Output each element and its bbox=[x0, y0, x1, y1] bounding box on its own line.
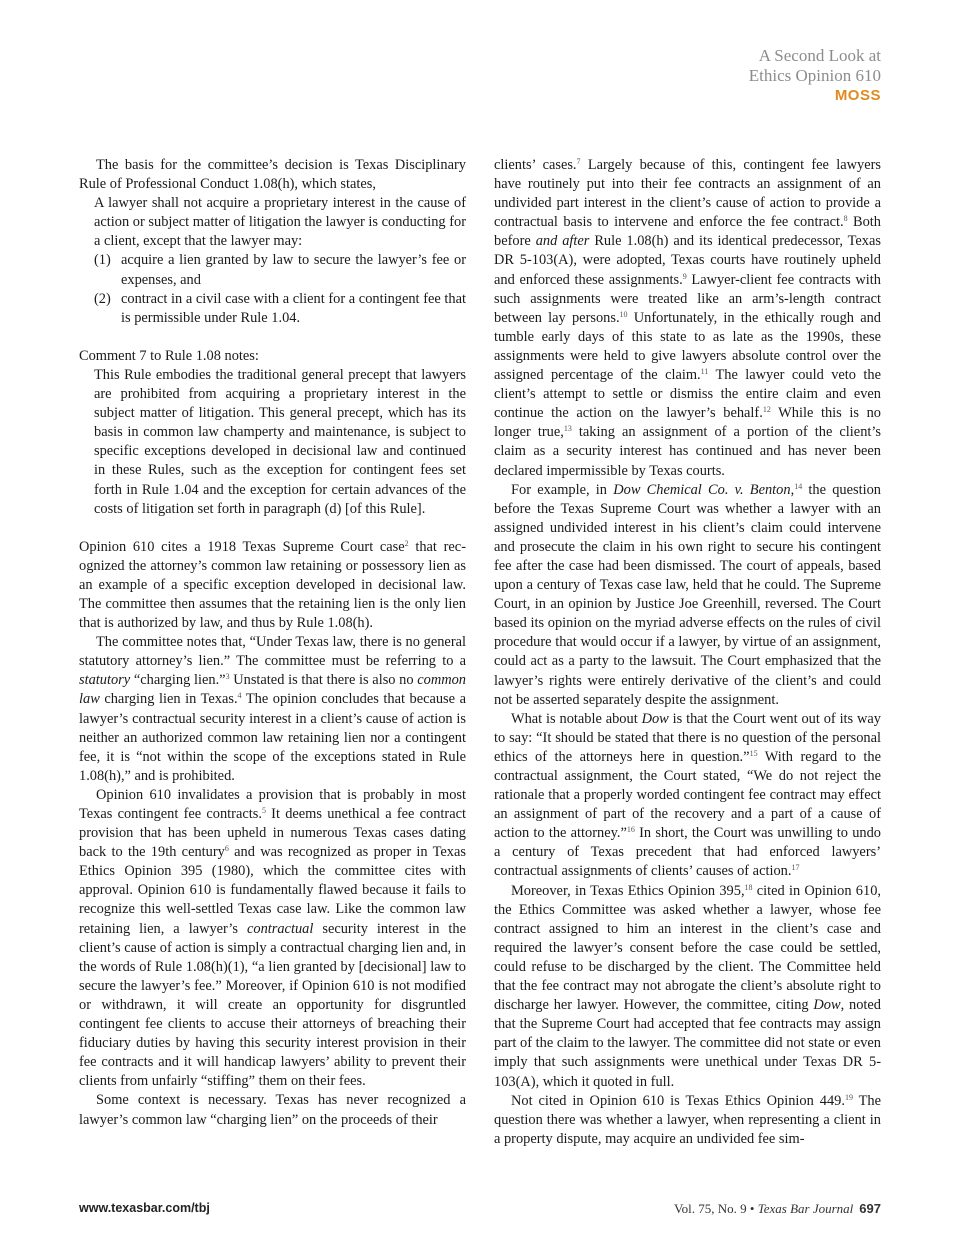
footnote-ref: 15 bbox=[749, 748, 758, 758]
footnote-ref: 14 bbox=[794, 481, 803, 491]
footnote-ref: 9 bbox=[682, 271, 687, 281]
page-number: 697 bbox=[859, 1201, 881, 1216]
comment-quote-text: This Rule embodies the traditional general precept that lawyers are prohibited from acquiring a proprietary interest in the subject matter of litigation. This general precept, which has its basis in common law champerty and maintenance, is subject to specific exceptions developed in decisional law and continued in these Rules, such as the exception for contingent fees set forth in Rule 1.04 and the exception for certain advances of the costs of litigation set forth in paragraph (d) [of this Rule]. bbox=[94, 366, 466, 517]
footnote-ref: 5 bbox=[261, 806, 266, 815]
paragraph-continued: clients’ cases.$^7$ Largely because of this, contingent fee lawyers have routinely put into their fee contracts an assignment of an undivided part interest in the client’s cause of action to provide a contractual basis to intervene and enforce the fee contract.$^8$ Both before and after Rule 1.08(h) and its identical predecessor, Texas DR 5-103(A), were adopted, Texas courts have routinely upheld and enforced these assignments.$^9$ Lawyer-client fee contracts with such assignments were treated like an arm’s-length contract between lay persons.$^{10}$ Unfortunately, in the ethically rough and tumble early days of this state to as late as the 1990s, these assignments were held to give lawyers absolute control over the assigned percentage of the claim.$^{11}$ The lawyer could veto the client’s attempt to settle or dismiss the entire claim and even continue the action on the lawyer’s behalf.$^{12}$ While this is no longer true,$^{13}$ taking an assignment of a portion of the client’s claim as a security interest has continued and has never been declared impermissible by Texas courts. bbox=[494, 157, 881, 479]
rule-item-number: (1) bbox=[94, 252, 111, 269]
footnote-ref: 3 bbox=[225, 672, 230, 682]
footnote-ref: 19 bbox=[844, 1092, 853, 1102]
header-author: MOSS bbox=[834, 87, 881, 104]
footnote-ref: 4 bbox=[237, 691, 242, 701]
rule-item-text: acquire a lien granted by law to secure the lawyer’s fee or expenses, and bbox=[121, 252, 466, 288]
paragraph-invalidates: Opinion 610 invalidates a provision that is probably in most Texas contingent fee contracts.$^5$ It deems unethical a fee contract provision that has been upheld in numerous Texas cases dating back to the 19th century$^6$ and was recognized as proper in Texas Ethics Opinion 395 (1980), which the committee cites with approval. Opinion 610 is fundamentally flawed because it fails to recognize this well-settled Texas case law. Like the common law retaining lien, a lawyer’s contractual security interest in the client’s cause of action is simply a contractual charging lien and, in the words of Rule 1.08(h)(1), “a lien granted by [decisional] law to secure the lawyer’s fee.” Moreover, if Opinion 610 is not modified or withdrawn, it will create an opportunity for disgruntled contingent fee clients to accuse their attorneys of breaching their fiduciary duties by having this security interest provision in their fee contracts and it will handicap lawyers’ ability to prevent their clients from unfairly “stiffing” them on their fees. bbox=[79, 786, 467, 1090]
paragraph-context: Some context is necessary. Texas has never recognized a lawyer’s common law “charging lien” on the proceeds of their bbox=[79, 1092, 466, 1128]
rule-list-item bbox=[94, 251, 466, 289]
left-column bbox=[79, 156, 466, 1130]
paragraph-cites: Opinion 610 cites a 1918 Texas Supreme Court case$^2$ that recognized the attorney’s common law retaining or possessory lien as an example of a specific exception developed in decisional law. The committee then assumes that the retaining lien is the only lien that is authorized by law, and thus by Rule 1.08(h). bbox=[79, 538, 466, 632]
paragraph-basis: The basis for the committee’s decision is Texas Disciplinary Rule of Professional Conduct 1.08(h), which states, bbox=[79, 157, 466, 193]
rule-quote-intro: A lawyer shall not acquire a proprietary interest in the cause of action or subject matter of litigation the lawyer is conducting for a client, except that the lawyer may: bbox=[94, 195, 466, 250]
paragraph-dow-notable: What is notable about Dow is that the Court went out of its way to say: “It should be stated that there is no question of the personal ethics of the attorneys here in question.”$^{15}$ With regard to the contractual assignment, the Court stated, “We do not reject the rationale that a properly worded contingent fee contract may effect an assignment of part of the recovery and a part of a cause of action to the attorney.”$^{16}$ In short, the Court was unwilling to undo a century of Texas precedent that had enforced lawyers’ contractual assignments of clients’ causes of action.$^{17}$ bbox=[494, 710, 882, 880]
footnote-ref: 2 bbox=[404, 538, 409, 548]
footer-bullet: • bbox=[749, 1201, 755, 1216]
paragraph-dow-example: For example, in Dow Chemical Co. v. Benton,$^{14}$ the question before the Texas Supreme Court was whether a lawyer with an assigned undivided interest in his client’s claim could intervene and prosecute the claim in his own right to secure his contingent fee after the case had been dismissed. The court of appeals, based upon a century of Texas case law, held that he could. The Supreme Court, in an opinion by Justice Joe Greenhill, reversed. The Court based its opinion on the myriad adverse effects on the rules of civil procedure that would occur if a lawyer, by virtue of an assignment, could act as a party to the lawsuit. The Court emphasized that the lawyer’s rights were entirely derivative of the client’s and could not be asserted separately despite the assignment. bbox=[494, 481, 881, 708]
rule-list-item bbox=[94, 290, 466, 328]
paragraph-opinion-395: Moreover, in Texas Ethics Opinion 395,18 cited in Opinion 610, the Ethics Committee was asked whether a lawyer, whose fee contract assigned to him an interest in the client’s case and required the lawyer’s consent before the case could be settled, could refuse to be discharged by the client. The Committee held that the fee contract may not abrogate the client’s absolute right to discharge her lawyer. However, the committee, citing Dow, noted that the Supreme Court had accepted that fee contracts may assign part of the claim to the lawyer. The committee did not state or even imply that such assignments were unethical under Texas DR 5-103(A), which it quoted in full. bbox=[494, 882, 881, 1090]
paragraph-committee-notes: The committee notes that, “Under Texas law, there is no general statutory attorney’s lien.” The committee must be referring to a statutory “charging lien.”$^3$ Unstated is that there is also no common law charging lien in Texas.$^4$ The opinion concludes that because a lawyer’s contractual security interest in a client’s cause of action is neither an authorized common law retaining lien nor a contingent fee, it is “not within the scope of the exceptions stated in Rule 1.08(h),” and is prohibited. bbox=[79, 634, 466, 784]
rule-item-number: (2) bbox=[94, 290, 111, 307]
footnote-ref: 12 bbox=[762, 405, 771, 415]
footnote-ref: 18 bbox=[744, 882, 753, 892]
rule-list bbox=[94, 251, 466, 327]
header-title-line1: A Second Look at bbox=[758, 46, 881, 65]
footnote-ref: 7 bbox=[576, 157, 581, 166]
footer-url-link[interactable]: www.texasbar.com/tbj bbox=[79, 1201, 210, 1215]
footnote-ref: 11 bbox=[700, 367, 709, 377]
comment-intro: Comment 7 to Rule 1.08 notes: bbox=[79, 347, 259, 364]
running-header bbox=[749, 46, 881, 106]
header-title-line2: Ethics Opinion 610 bbox=[748, 66, 881, 85]
footer-journal-name: Texas Bar Journal bbox=[757, 1201, 854, 1216]
footer-volume: Vol. 75, No. 9 bbox=[673, 1201, 747, 1216]
footnote-ref: 17 bbox=[791, 863, 800, 873]
footnote-ref: 13 bbox=[563, 424, 572, 434]
right-column bbox=[494, 156, 881, 1149]
footnote-ref: 8 bbox=[843, 214, 848, 224]
rule-quote bbox=[94, 194, 466, 328]
footer-issue-info bbox=[674, 1201, 881, 1217]
rule-item-text: contract in a civil case with a client for a contingent fee that is permissible under Rule 1.04. bbox=[121, 290, 466, 326]
paragraph-opinion-449: Not cited in Opinion 610 is Texas Ethics Opinion 449.19 The question there was whether a lawyer, when representing a client in a property dispute, may acquire an undivided fee sim- bbox=[494, 1092, 881, 1147]
page-footer bbox=[79, 1201, 881, 1221]
comment-quote bbox=[94, 366, 466, 519]
footnote-ref: 6 bbox=[224, 844, 229, 854]
footnote-ref: 10 bbox=[619, 309, 628, 319]
footnote-ref: 16 bbox=[626, 825, 635, 835]
